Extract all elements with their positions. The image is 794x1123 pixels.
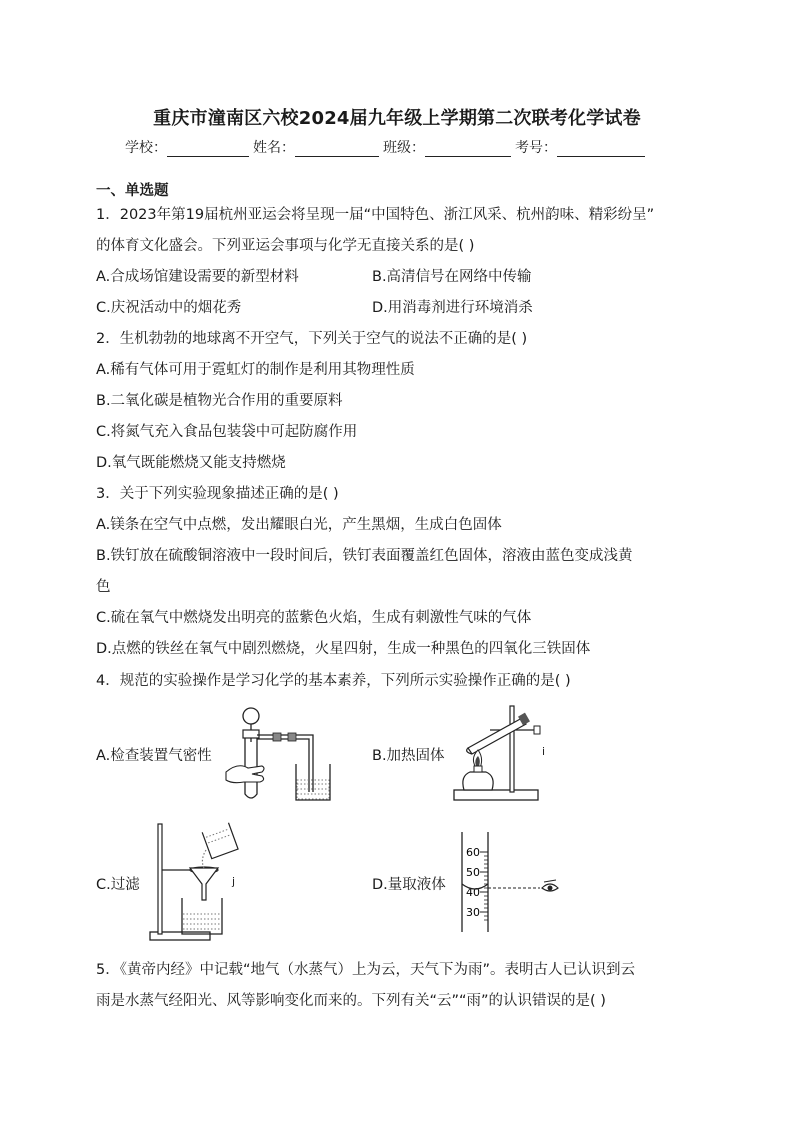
cylinder-tick-50: 50 xyxy=(466,866,480,879)
section-heading-single-choice: 一、单选题 xyxy=(96,183,169,199)
q2-option-c: C.将氮气充入食品包装袋中可起防腐作用 xyxy=(96,424,358,440)
airtightness-check-figure xyxy=(218,702,338,804)
q4-option-b-stray-mark: i xyxy=(542,745,546,758)
class-label: 班级： xyxy=(383,140,425,156)
q4-option-a-label: A.检查装置气密性 xyxy=(96,748,212,764)
class-blank[interactable] xyxy=(425,142,511,157)
name-blank[interactable] xyxy=(295,142,379,157)
q1-stem-line1: 1．2023年第19届杭州亚运会将呈现一届“中国特色、浙江风采、杭州韵味、精彩纷呈” xyxy=(96,207,655,223)
eye-icon xyxy=(542,880,558,891)
q1-option-a: A.合成场馆建设需要的新型材料 xyxy=(96,269,299,285)
student-info-line xyxy=(125,137,649,157)
exam-title: 重庆市潼南区六校2024届九年级上学期第二次联考化学试卷 xyxy=(153,108,641,129)
q1-option-c: C.庆祝活动中的烟花秀 xyxy=(96,300,242,316)
q1-option-d: D.用消毒剂进行环境消杀 xyxy=(372,300,533,316)
cylinder-tick-30: 30 xyxy=(466,906,480,919)
q3-option-d: D.点燃的铁丝在氧气中剧烈燃烧，火星四射，生成一种黑色的四氧化三铁固体 xyxy=(96,641,591,657)
q5-stem-line2: 雨是水蒸气经阳光、风等影响变化而来的。下列有关“云”“雨”的认识错误的是( ) xyxy=(96,993,606,1009)
q3-option-a: A.镁条在空气中点燃，发出耀眼白光，产生黑烟，生成白色固体 xyxy=(96,517,502,533)
q3-option-c: C.硫在氧气中燃烧发出明亮的蓝紫色火焰，生成有刺激性气味的气体 xyxy=(96,610,532,626)
q4-stem: 4．规范的实验操作是学习化学的基本素养，下列所示实验操作正确的是( ) xyxy=(96,673,571,689)
q2-option-a: A.稀有气体可用于霓虹灯的制作是利用其物理性质 xyxy=(96,362,415,378)
q4-option-c-stray-mark: j xyxy=(232,875,236,888)
cylinder-tick-40: 40 xyxy=(466,886,480,899)
q2-option-b: B.二氧化碳是植物光合作用的重要原料 xyxy=(96,393,343,409)
heating-solid-figure xyxy=(450,702,550,806)
q2-stem: 2．生机勃勃的地球离不开空气，下列关于空气的说法不正确的是( ) xyxy=(96,331,528,347)
name-label: 姓名： xyxy=(253,140,295,156)
q4-option-d-label: D.量取液体 xyxy=(372,877,446,893)
school-blank[interactable] xyxy=(167,142,249,157)
cylinder-tick-60: 60 xyxy=(466,846,480,859)
q1-stem-line2: 的体育文化盛会。下列亚运会事项与化学无直接关系的是( ) xyxy=(96,238,475,254)
exam-no-blank[interactable] xyxy=(557,142,645,157)
exam-no-label: 考号： xyxy=(515,140,557,156)
filtration-figure xyxy=(148,820,240,944)
q3-option-b-line2: 色 xyxy=(96,579,111,595)
school-label: 学校： xyxy=(125,140,167,156)
q2-option-d: D.氧气既能燃烧又能支持燃烧 xyxy=(96,455,286,471)
q4-option-b-label: B.加热固体 xyxy=(372,748,445,764)
q3-option-b-line1: B.铁钉放在硫酸铜溶液中一段时间后，铁钉表面覆盖红色固体，溶液由蓝色变成浅黄 xyxy=(96,548,633,564)
q3-stem: 3．关于下列实验现象描述正确的是( ) xyxy=(96,486,339,502)
q4-option-c-label: C.过滤 xyxy=(96,877,140,893)
q5-stem-line1: 5．《黄帝内经》中记载“地气（水蒸气）上为云，天气下为雨”。表明古人已认识到云 xyxy=(96,962,635,978)
q1-option-b: B.高清信号在网络中传输 xyxy=(372,269,532,285)
measuring-cylinder-figure xyxy=(460,828,570,936)
